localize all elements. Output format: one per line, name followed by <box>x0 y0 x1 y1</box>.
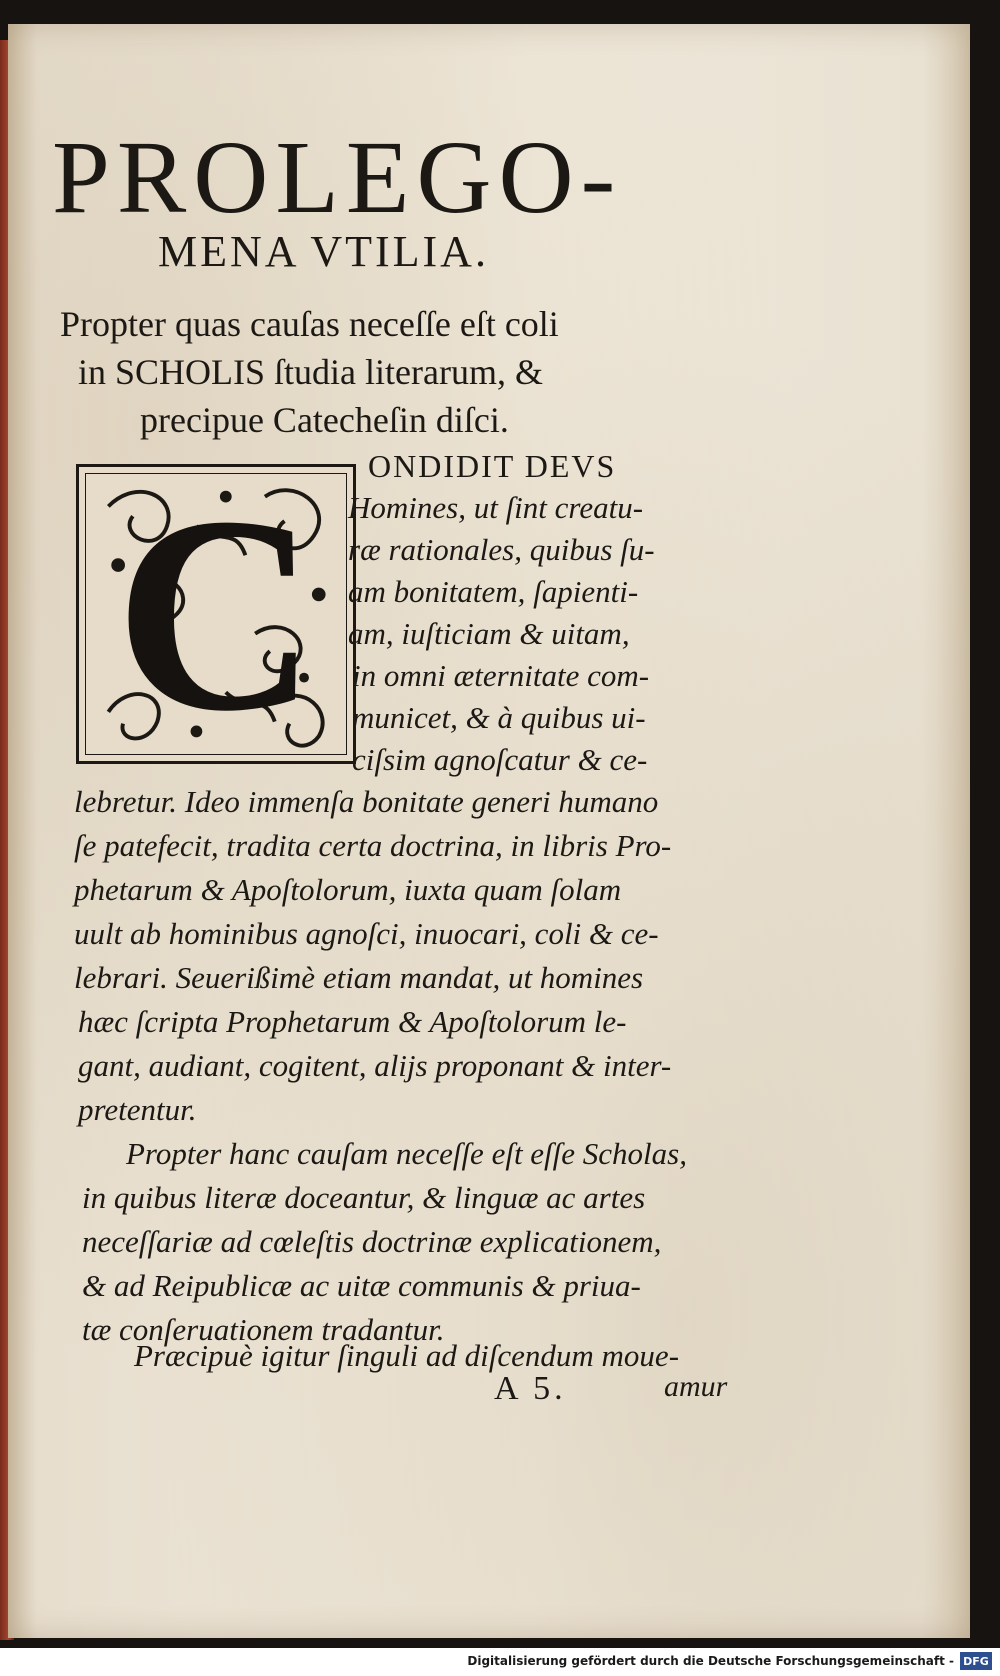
body-line: uult ab hominibus agnoſci, inuocari, coli & ce- <box>74 916 659 951</box>
body-line: ræ rationales, quibus ſu- <box>348 532 655 567</box>
body-line: neceſſariæ ad cœleſtis doctrinæ explicationem, <box>82 1224 662 1259</box>
body-line: tæ conſeruationem tradantur. <box>82 1312 445 1347</box>
body-line: in quibus literæ doceantur, & linguæ ac artes <box>82 1180 646 1215</box>
body-line: gant, audiant, cogitent, alijs proponant & inter- <box>78 1048 672 1083</box>
body-line: am, iuſticiam & uitam, <box>348 616 630 651</box>
opening-words: ONDIDIT DEVS <box>368 448 617 484</box>
footer-credit: Digitalisierung gefördert durch die Deutsche Forschungsgemeinschaft - <box>467 1654 954 1668</box>
page-text <box>8 24 970 1638</box>
body-line: ſe patefecit, tradita certa doctrina, in libris Pro- <box>74 828 672 863</box>
body-line: hæc ſcripta Prophetarum & Apoſtolorum le- <box>78 1004 627 1039</box>
body-line: lebrari. Seuerißimè etiam mandat, ut homines <box>74 960 644 995</box>
body-line: & ad Reipublicæ ac uitæ communis & priua- <box>82 1268 641 1303</box>
subtitle-line-2: in SCHOLIS ſtudia literarum, & <box>78 352 543 392</box>
catchword: amur <box>664 1370 728 1403</box>
body-line: lebretur. Ideo immenſa bonitate generi humano <box>74 784 659 819</box>
initial-letter: C <box>114 464 318 764</box>
body-line: Propter hanc cauſam neceſſe eſt eſſe Scholas, <box>126 1136 687 1171</box>
body-line: in omni æternitate com- <box>352 658 650 693</box>
body-line: municet, & à quibus ui- <box>352 700 646 735</box>
body-line: phetarum & Apoſtolorum, iuxta quam ſolam <box>74 872 622 907</box>
decorated-initial <box>76 464 356 764</box>
subtitle-line-3: precipue Catecheſin diſci. <box>140 400 509 440</box>
footer-bar <box>0 1648 1000 1676</box>
dfg-logo-icon: DFG <box>960 1652 992 1670</box>
body-line: Præcipuè igitur ſinguli ad diſcendum moue- <box>134 1338 680 1373</box>
title-line-2: MENA VTILIA. <box>158 227 489 276</box>
book-page <box>8 24 970 1638</box>
title-line-1: PROLEGO- <box>52 120 623 235</box>
body-line: ciſsim agnoſcatur & ce- <box>352 742 648 777</box>
body-line: pretentur. <box>78 1092 197 1127</box>
signature-mark: A 5. <box>494 1370 567 1407</box>
body-line: Homines, ut ſint creatu- <box>348 490 644 525</box>
subtitle-line-1: Propter quas cauſas neceſſe eſt coli <box>60 304 559 344</box>
body-line: am bonitatem, ſapienti- <box>348 574 639 609</box>
